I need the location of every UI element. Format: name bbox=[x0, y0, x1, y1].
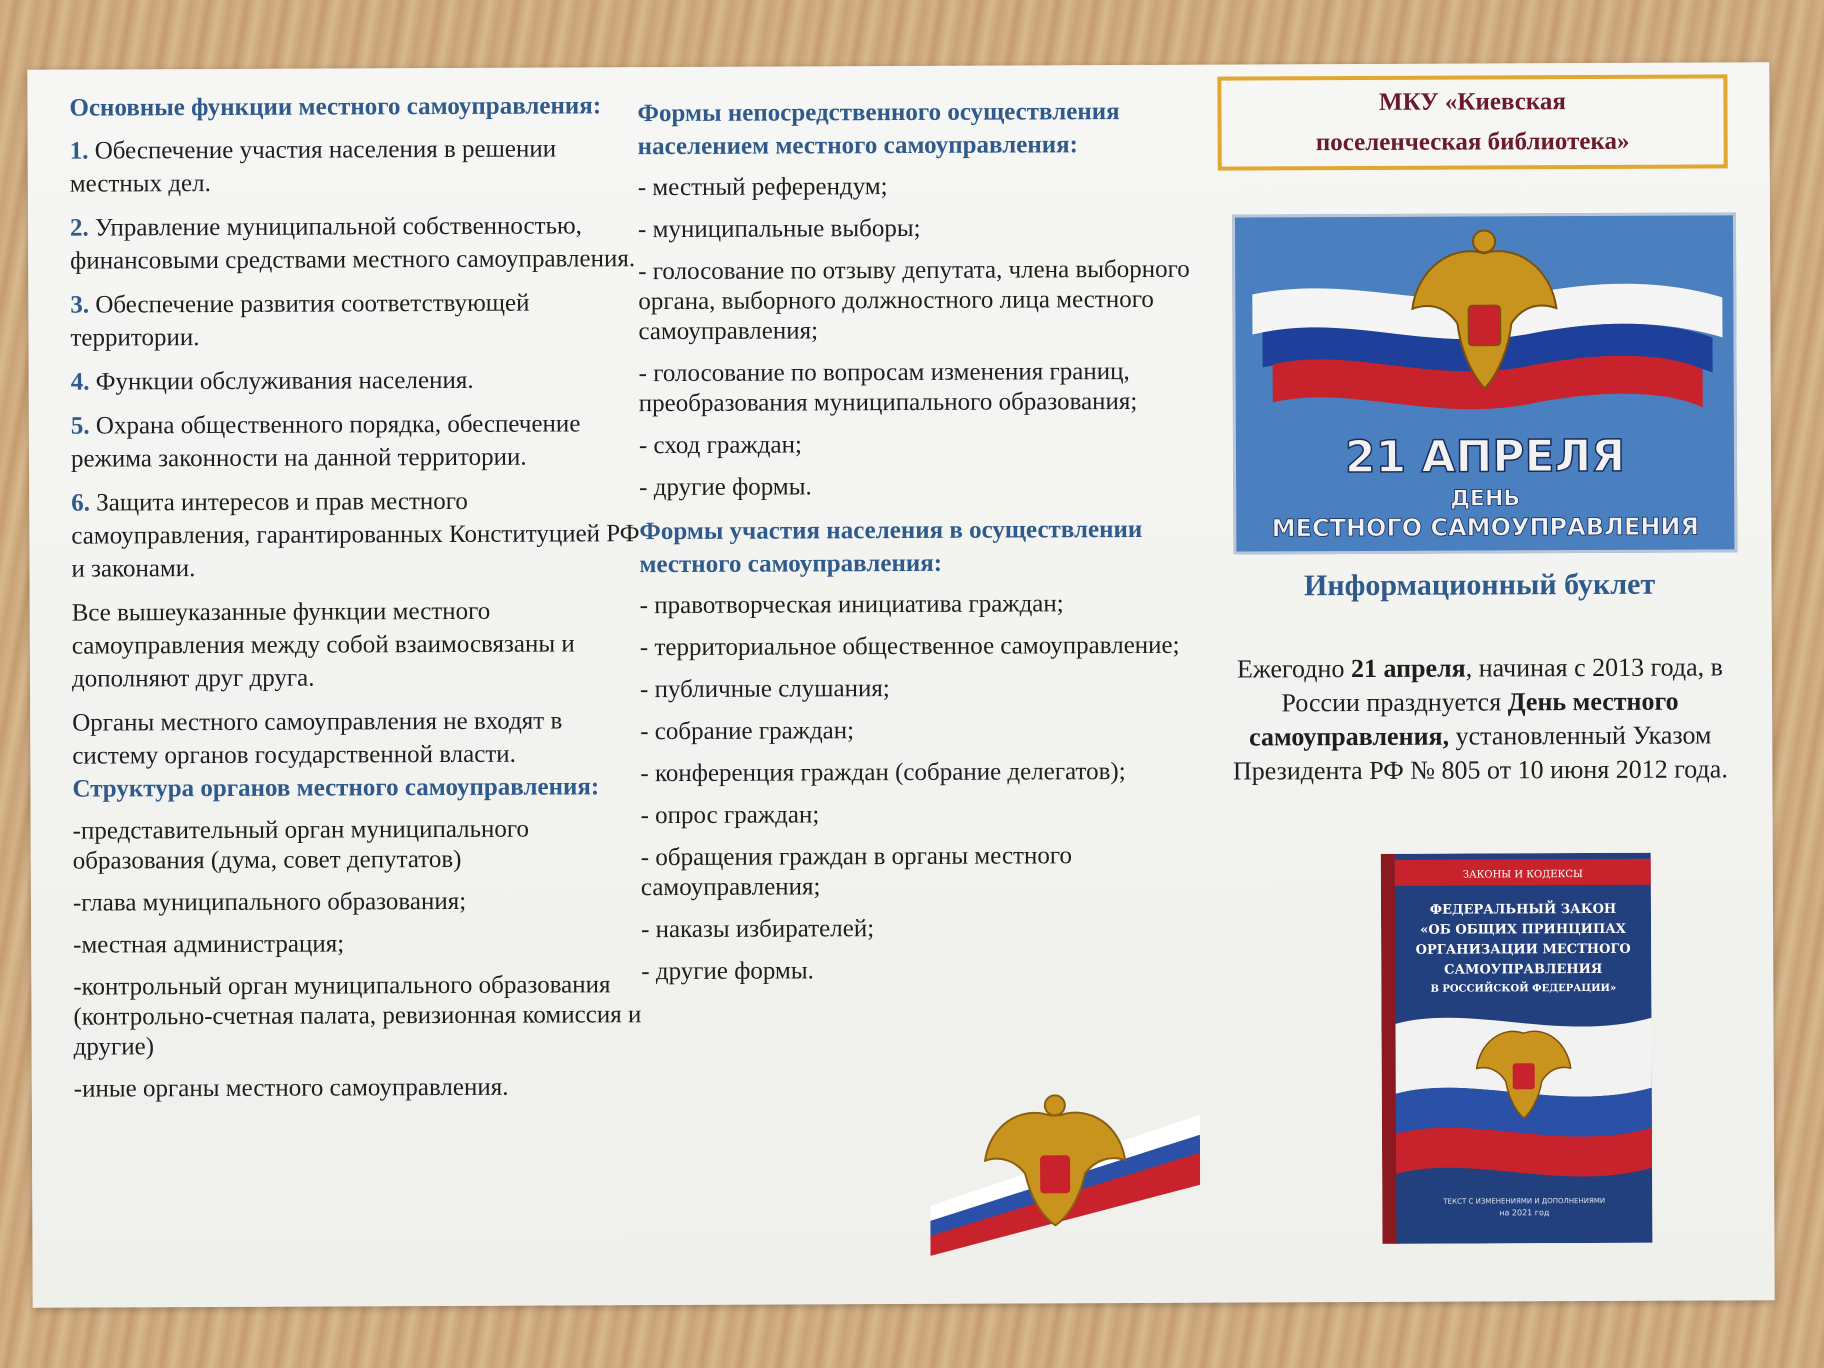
organization-name-line2: поселенческая библиотека» bbox=[1315, 127, 1630, 157]
book-title-line: САМОУПРАВЛЕНИЯ bbox=[1444, 961, 1603, 978]
direct-forms-heading: Формы непосредственного осуществления населением местного самоуправления: bbox=[637, 98, 1120, 161]
book-title-line: «ОБ ОБЩИХ ПРИНЦИПАХ bbox=[1420, 921, 1626, 938]
book-title-line: В РОССИЙСКОЙ ФЕДЕРАЦИИ» bbox=[1430, 982, 1617, 995]
intro-paragraph: Ежегодно 21 апреля, начиная с 2013 года, в России празднуется День местного самоуправления, установленный Указом Президента РФ № 805 от 10 июня 2012 года. bbox=[1232, 652, 1728, 786]
direct-form-item: - голосование по отзыву депутата, члена выборного органа, выборного должностного лица местного самоуправления; bbox=[638, 255, 1190, 346]
holiday-banner-image bbox=[1232, 212, 1737, 554]
direct-form-item: - голосование по вопросам изменения границ, преобразования муниципального образования; bbox=[638, 357, 1138, 418]
function-item: 6. Защита интересов и прав местного самоуправления, гарантированных Конституцией РФ и законами. bbox=[71, 487, 640, 583]
function-item: 1. Обеспечение участия населения в решении местных дел. bbox=[69, 135, 557, 198]
structure-item: -местная администрация; bbox=[73, 930, 345, 959]
function-item: 4. Функции обслуживания населения. bbox=[70, 366, 474, 396]
organization-box bbox=[1217, 74, 1727, 170]
participation-form-item: - правотворческая инициатива граждан; bbox=[639, 590, 1064, 620]
middle-column bbox=[637, 87, 1211, 999]
right-column bbox=[1217, 62, 1757, 1218]
booklet-page bbox=[27, 62, 1774, 1308]
book-title-line: ОРГАНИЗАЦИИ МЕСТНОГО bbox=[1415, 941, 1631, 958]
direct-form-item: - муниципальные выборы; bbox=[637, 214, 921, 244]
organs-paragraph: Органы местного самоуправления не входят в систему органов государственной власти. Структура органов местного самоуправления: bbox=[72, 707, 600, 803]
banner-holiday-name: МЕСТНОГО САМОУПРАВЛЕНИЯ bbox=[1271, 512, 1700, 543]
book-footer: ТЕКСТ С ИЗМЕНЕНИЯМИ И ДОПОЛНЕНИЯМИ bbox=[1443, 1196, 1606, 1206]
participation-form-item: - территориальное общественное самоуправление; bbox=[639, 631, 1180, 662]
functions-heading: Основные функции местного самоуправления: bbox=[69, 92, 602, 122]
direct-form-item: - сход граждан; bbox=[638, 431, 802, 460]
direct-form-item: - другие формы. bbox=[639, 473, 812, 502]
participation-form-item: - обращения граждан в органы местного самоуправления; bbox=[640, 842, 1073, 902]
book-title-line: ФЕДЕРАЛЬНЫЙ ЗАКОН bbox=[1429, 901, 1617, 918]
participation-form-item: - публичные слушания; bbox=[639, 675, 890, 704]
participation-form-item: - наказы избирателей; bbox=[641, 915, 875, 944]
banner-date: 21 АПРЕЛЯ bbox=[1344, 430, 1626, 484]
function-item: 2. Управление муниципальной собственностью, финансовыми средствами местного самоуправления. bbox=[69, 212, 636, 275]
participation-form-item: - опрос граждан; bbox=[640, 801, 820, 830]
left-column bbox=[69, 89, 643, 1116]
direct-form-item: - местный референдум; bbox=[637, 173, 888, 202]
structure-item: -контрольный орган муниципального образования (контрольно-счетная палата, ревизионная комиссия и другие) bbox=[73, 971, 642, 1061]
book-series: ЗАКОНЫ И КОДЕКСЫ bbox=[1462, 869, 1583, 881]
function-item: 3. Обеспечение развития соответствующей территории. bbox=[70, 289, 530, 352]
book-footer-year: на 2021 год bbox=[1499, 1208, 1550, 1218]
intro-holiday-name: День местного самоуправления, bbox=[1248, 686, 1679, 752]
participation-forms-heading: Формы участия населения в осуществлении местного самоуправления: bbox=[639, 515, 1143, 579]
intro-date: 21 апреля bbox=[1350, 653, 1466, 684]
banner-day-label: ДЕНЬ bbox=[1450, 486, 1521, 512]
participation-form-item: - другие формы. bbox=[641, 957, 814, 986]
structure-item: -представительный орган муниципального образования (дума, совет депутатов) bbox=[72, 815, 530, 875]
law-book-image bbox=[1381, 853, 1653, 1244]
structure-heading: Структура органов местного самоуправления: bbox=[72, 773, 600, 803]
participation-form-item: - собрание граждан; bbox=[640, 717, 855, 746]
coat-of-arms-flag-image bbox=[930, 1085, 1201, 1256]
structure-item: -глава муниципального образования; bbox=[72, 887, 467, 917]
function-item: 5. Охрана общественного порядка, обеспечение режима законности на данной территории. bbox=[70, 410, 581, 473]
structure-item: -иные органы местного самоуправления. bbox=[73, 1073, 509, 1103]
booklet-title: Информационный буклет bbox=[1303, 567, 1656, 603]
organization-name-line1: МКУ «Киевская bbox=[1378, 88, 1566, 116]
participation-form-item: - конференция граждан (собрание делегатов); bbox=[640, 758, 1126, 788]
functions-summary: Все вышеуказанные функции местного самоуправления между собой взаимосвязаны и дополняют друг друга. bbox=[71, 597, 575, 693]
